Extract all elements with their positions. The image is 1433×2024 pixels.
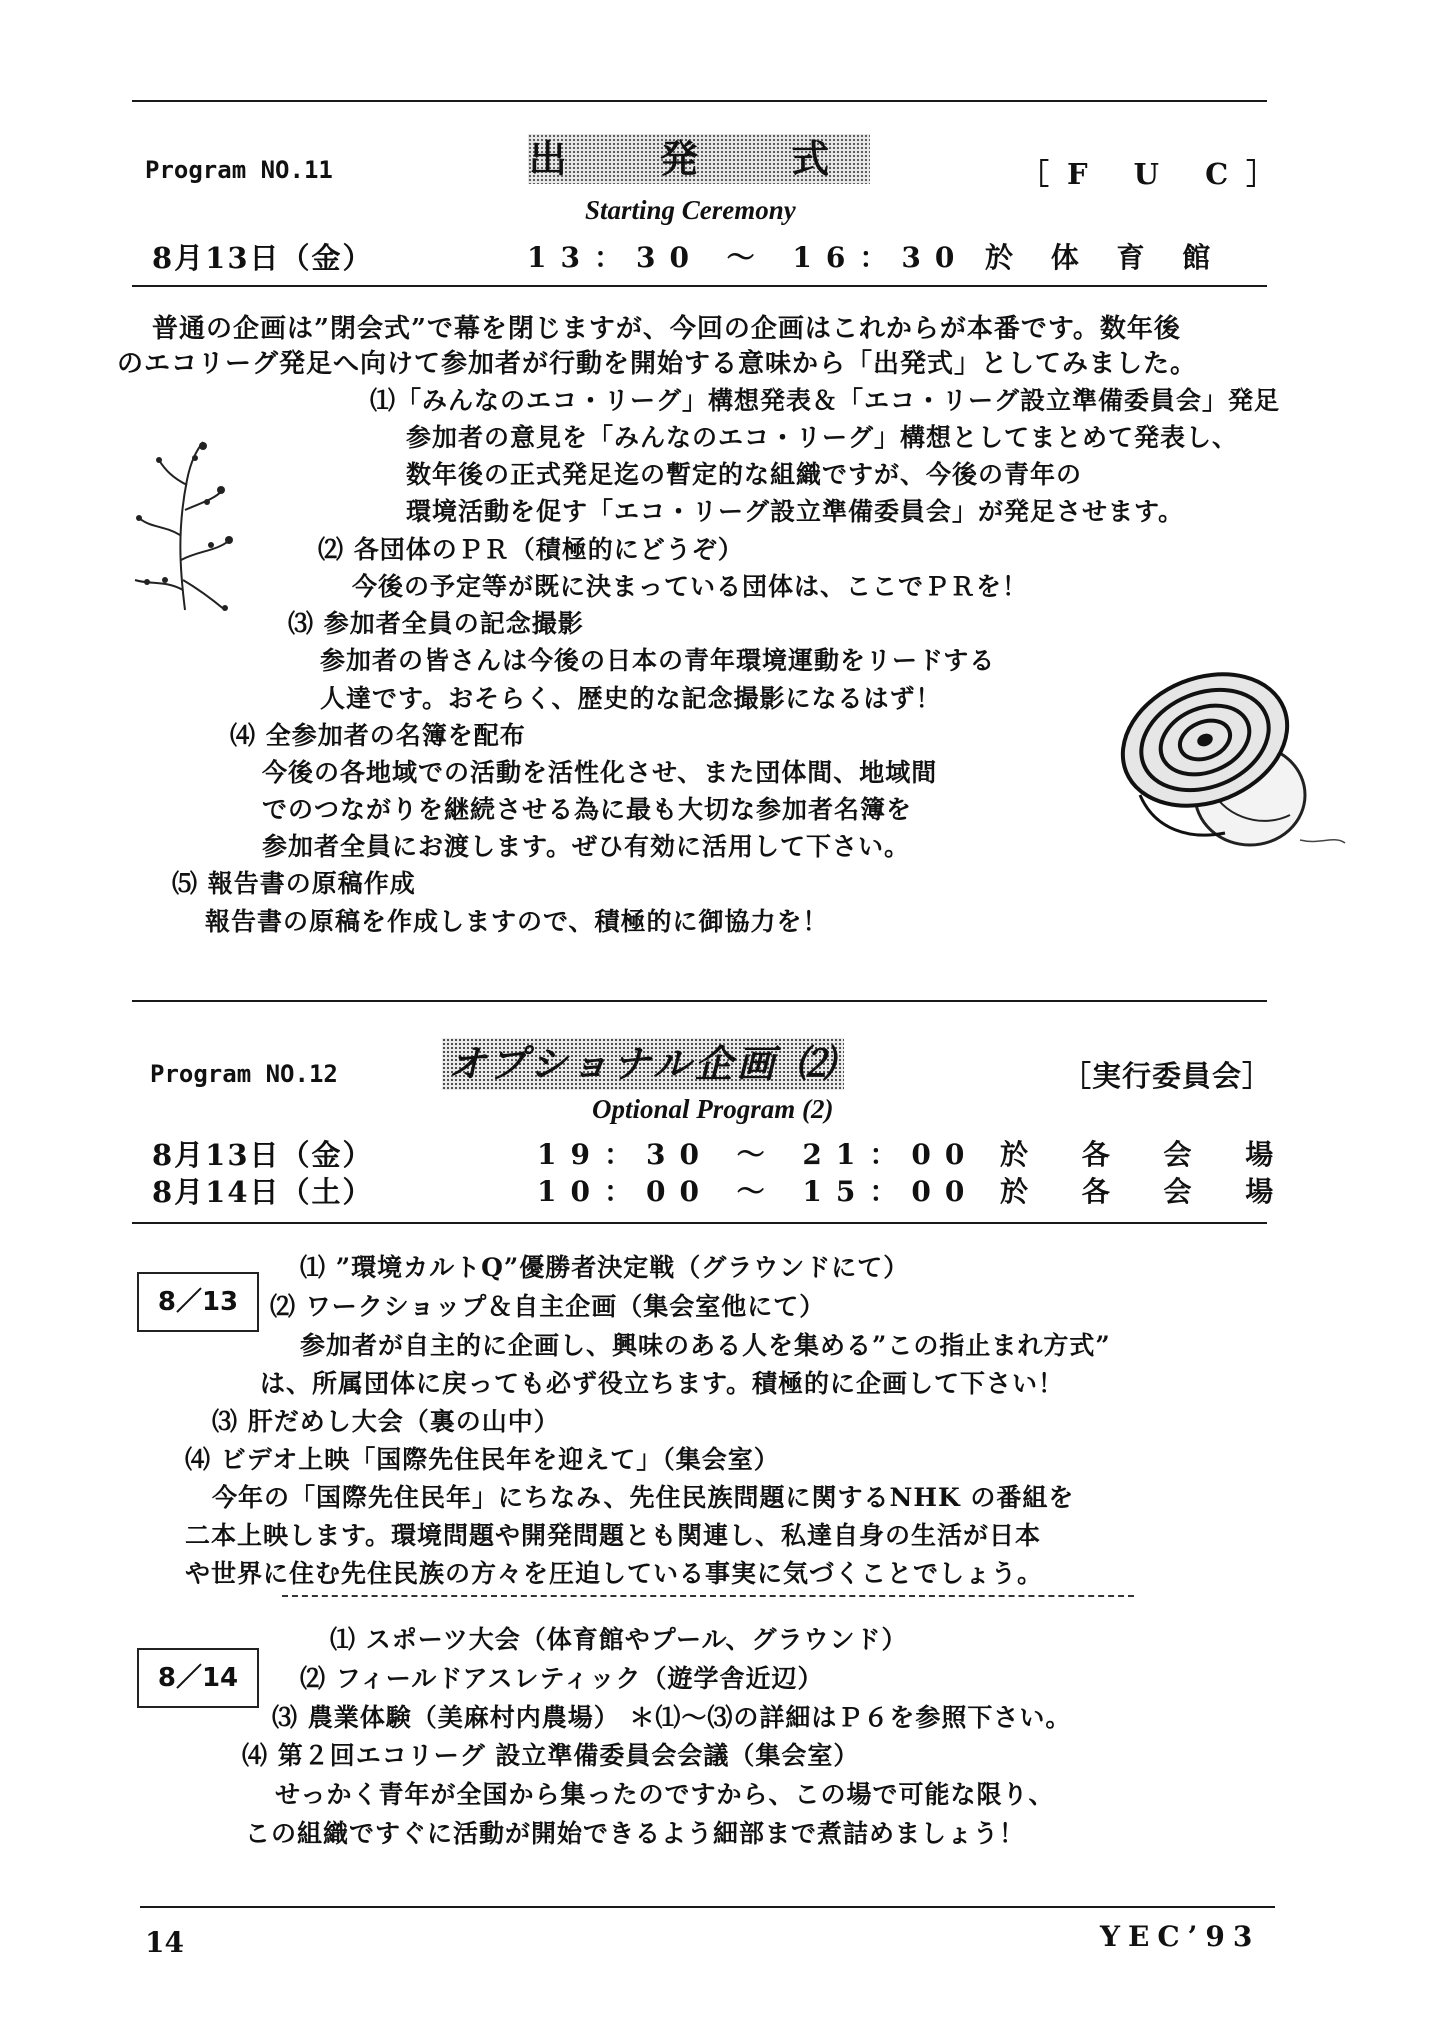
header-rule — [132, 285, 1267, 287]
date-box: 8／14 — [137, 1648, 259, 1708]
event-venue: 於 各 会 場 — [1000, 1138, 1296, 1171]
intro-line: 普通の企画は”閉会式”で幕を閉じますが、今回の企画はこれからが本番です。数年後 — [152, 314, 1181, 344]
intro-line: のエコリーグ発足へ向けて参加者が行動を開始する意味から「出発式」としてみました。 — [117, 349, 1198, 379]
footer-rule — [140, 1906, 1275, 1908]
event-venue: 於 体 育 館 — [985, 241, 1225, 274]
list-item: この組織ですぐに活動が開始できるよう細部まで煮詰めましょう！ — [245, 1819, 1026, 1848]
list-item: 今後の各地域での活動を活性化させ、また団体間、地域間 — [262, 758, 938, 787]
list-item: や世界に住む先住民族の方々を圧迫している事実に気づくことでしょう。 — [185, 1559, 1044, 1588]
list-item: は、所属団体に戻っても必ず役立ちます。積極的に企画して下さい！ — [260, 1369, 1065, 1398]
list-item: 二本上映します。環境問題や開発問題とも関連し、私達自身の生活が日本 — [185, 1521, 1042, 1550]
list-item: 参加者の皆さんは今後の日本の青年環境運動をリードする — [320, 646, 996, 675]
top-rule — [132, 100, 1267, 102]
event-time: 10：00 ～ 15：00 — [537, 1175, 979, 1208]
section-title: オプショナル企画 ⑵ — [442, 1038, 844, 1090]
date-box: 8／13 — [137, 1272, 259, 1332]
list-item: ⑷ 第２回エコリーグ 設立準備委員会会議（集会室） — [242, 1741, 860, 1770]
footer-brand: YEC’93 — [1100, 1920, 1261, 1953]
list-item: 人達です。おそらく、歴史的な記念撮影になるはず！ — [320, 684, 942, 713]
list-item: ⑷ ビデオ上映「国際先住民年を迎えて」（集会室） — [185, 1445, 780, 1474]
event-date: 8月13日（金） — [152, 1138, 374, 1172]
list-item: 報告書の原稿を作成しますので、積極的に御協力を！ — [205, 907, 829, 936]
header-rule — [132, 1222, 1267, 1224]
list-item: ⑵ フィールドアスレティック（遊学舎近辺） — [300, 1664, 824, 1693]
list-item: 数年後の正式発足迄の暫定的な組織ですが、今後の青年の — [406, 460, 1083, 489]
subtitle: Optional Program (2) — [592, 1094, 834, 1124]
organizer: ［実行委員会］ — [1062, 1059, 1273, 1093]
list-item: 参加者が自主的に企画し、興味のある人を集める”この指止まれ方式” — [300, 1331, 1111, 1360]
list-item: せっかく青年が全国から集ったのですから、この場で可能な限り、 — [275, 1780, 1055, 1809]
list-item: ⑸ 報告書の原稿作成 — [172, 869, 416, 898]
event-time: 13：30 ～ 16：30 — [527, 241, 969, 274]
organizer: ［F U C］ — [1020, 157, 1294, 191]
list-item: ⑶ 肝だめし大会（裏の山中） — [212, 1407, 560, 1436]
list-item: ⑴ スポーツ大会（体育館やプール、グラウンド） — [330, 1625, 908, 1654]
snail-illustration — [1110, 645, 1350, 865]
page-number: 14 — [145, 1926, 184, 1959]
list-item: 参加者の意見を「みんなのエコ・リーグ」構想としてまとめて発表し、 — [406, 423, 1239, 452]
list-item: 参加者全員にお渡します。ぜひ有効に活用して下さい。 — [262, 832, 911, 861]
list-item: 今後の予定等が既に決まっている団体は、ここでＰＲを！ — [352, 572, 1029, 601]
list-item: ⑶ 参加者全員の記念撮影 — [288, 609, 584, 638]
dashed-divider — [282, 1595, 1134, 1597]
list-item: 今年の「国際先住民年」にちなみ、先住民族問題に関するNHK の番組を — [212, 1483, 1075, 1512]
program-label: Program NO.12 — [150, 1060, 338, 1088]
event-date: 8月13日（金） — [152, 241, 374, 275]
subtitle: Starting Ceremony — [585, 195, 796, 225]
list-item: ⑶ 農業体験（美麻村内農場） ＊⑴～⑶の詳細はＰ６を参照下さい。 — [272, 1703, 1072, 1732]
list-item: でのつながりを継続させる為に最も大切な参加者名簿を — [262, 795, 913, 824]
list-item: ⑷ 全参加者の名簿を配布 — [230, 721, 526, 750]
list-item: ⑵ ワークショップ＆自主企画（集会室他にて） — [270, 1292, 826, 1321]
list-item: 環境活動を促す「エコ・リーグ設立準備委員会」が発足させます。 — [406, 497, 1185, 526]
list-item: ⑴ ”環境カルトQ”優勝者決定戦（グラウンドにて） — [300, 1253, 910, 1282]
list-item: ⑴「みんなのエコ・リーグ」構想発表＆「エコ・リーグ設立準備委員会」発足 — [370, 386, 1281, 415]
list-item: ⑵ 各団体のＰＲ（積極的にどうぞ） — [318, 535, 744, 564]
program-label: Program NO.11 — [145, 156, 333, 184]
event-time: 19：30 ～ 21：00 — [537, 1138, 979, 1171]
event-date: 8月14日（土） — [152, 1175, 374, 1209]
plant-illustration — [125, 440, 250, 615]
event-venue: 於 各 会 場 — [1000, 1175, 1296, 1208]
section-rule — [132, 1000, 1267, 1002]
section-title: 出 発 式 — [528, 134, 870, 184]
